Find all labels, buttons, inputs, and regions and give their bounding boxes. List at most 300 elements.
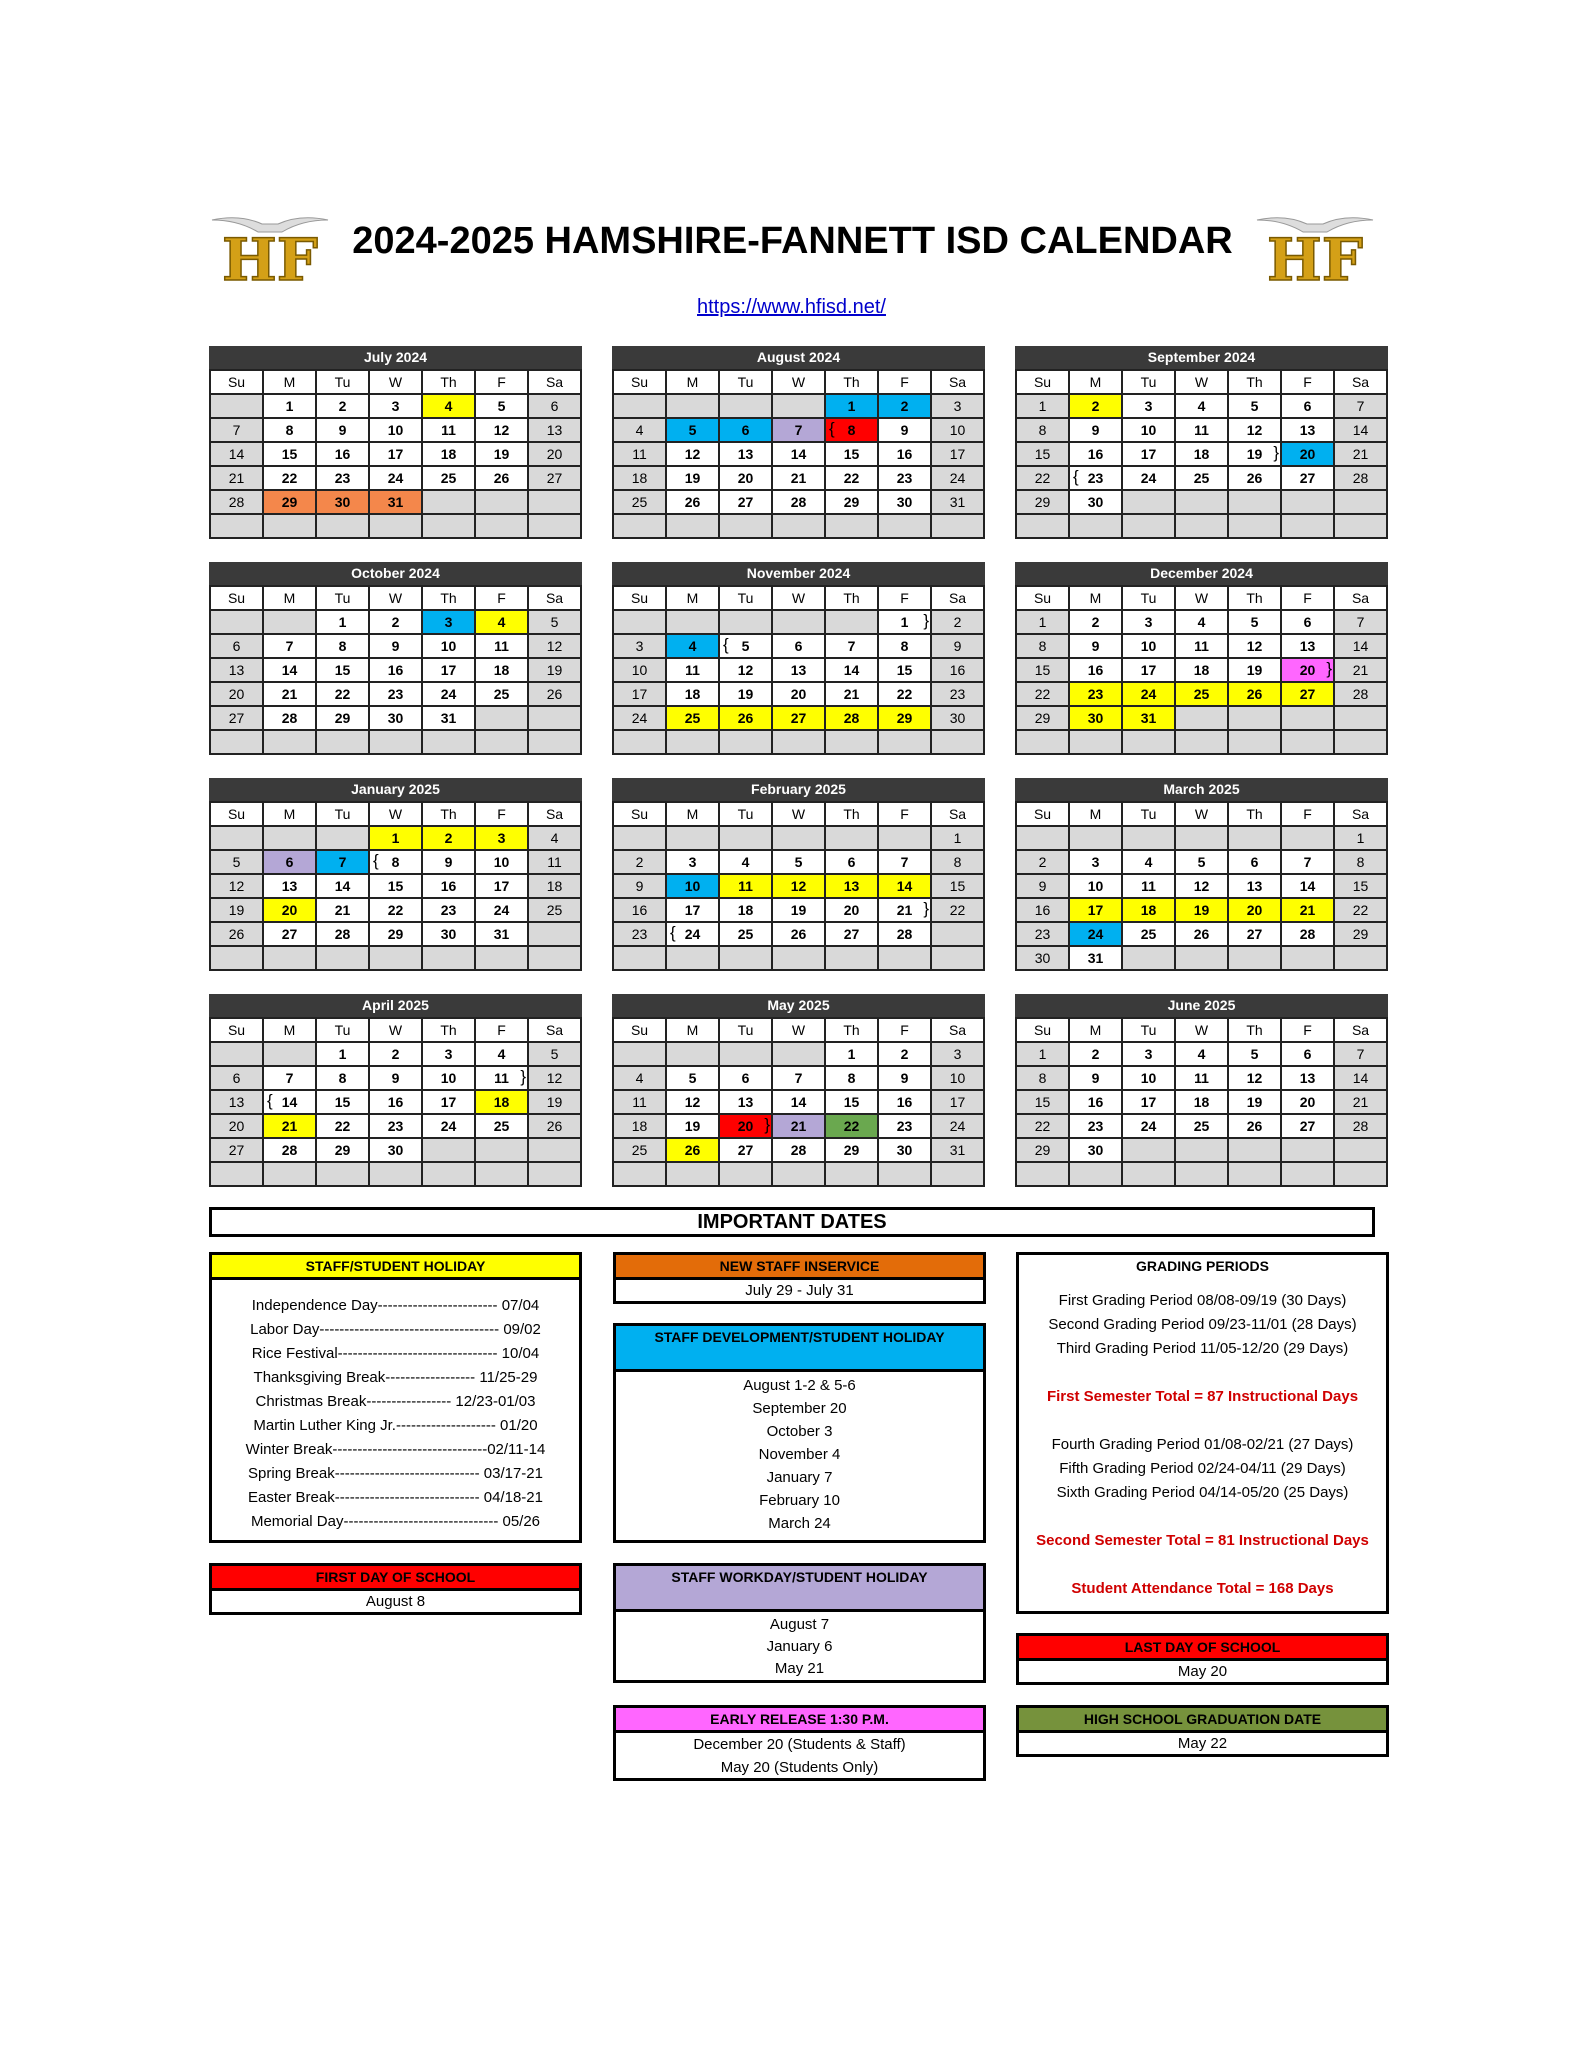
staff-student-holiday-label: STAFF/STUDENT HOLIDAY [212, 1255, 579, 1280]
calendar-day: 15 [932, 875, 985, 899]
calendar-day: 11 [529, 851, 582, 875]
calendar-day: 29 [879, 707, 932, 731]
early-release-box [613, 1705, 986, 1781]
calendar-day: 14 [773, 443, 826, 467]
calendar-day: 11 [476, 635, 529, 659]
calendar-day: 26 [667, 491, 720, 515]
calendar-empty-cell [1282, 1163, 1335, 1187]
calendar-day: 31 [476, 923, 529, 947]
calendar-day: 23 [879, 467, 932, 491]
month-title: September 2024 [1015, 346, 1388, 369]
weekday-header: Sa [1335, 1019, 1388, 1043]
calendar-day: 11 [614, 1091, 667, 1115]
calendar-day: { 8 [370, 851, 423, 875]
calendar-day: 11 [667, 659, 720, 683]
new-staff-value: July 29 - July 31 [745, 1282, 854, 1299]
weekday-header: Tu [720, 371, 773, 395]
calendar-day: 18 [423, 443, 476, 467]
staff-development-list [616, 1372, 983, 1535]
calendar-empty-cell [1229, 947, 1282, 971]
calendar-day: 18 [614, 467, 667, 491]
calendar-day: { 23 [1070, 467, 1123, 491]
calendar-empty-cell [773, 731, 826, 755]
calendar-day: 12 [1176, 875, 1229, 899]
calendar-day: 16 [423, 875, 476, 899]
calendar-day: 16 [879, 1091, 932, 1115]
calendar-day: 3 [370, 395, 423, 419]
calendar-day: 16 [932, 659, 985, 683]
calendar-day: 21 [773, 1115, 826, 1139]
calendar-day: 19 [529, 659, 582, 683]
month-title: January 2025 [209, 778, 582, 801]
month-title: April 2025 [209, 994, 582, 1017]
calendar-day: 20 [211, 683, 264, 707]
calendar-day: 6 [529, 395, 582, 419]
calendar-day: 3 [614, 635, 667, 659]
weekday-header: Th [1229, 371, 1282, 395]
calendar-day: 24 [1123, 683, 1176, 707]
calendar-empty-cell [423, 947, 476, 971]
calendar-day: 19 [773, 899, 826, 923]
first-day-label: FIRST DAY OF SCHOOL [212, 1566, 579, 1591]
calendar-day: 7 [317, 851, 370, 875]
weekday-header: Tu [317, 803, 370, 827]
svg-text:HF: HF [222, 226, 318, 285]
calendar-day: 11 [614, 443, 667, 467]
calendar-day: 26 [667, 1139, 720, 1163]
calendar-empty-cell [773, 395, 826, 419]
calendar-day: 9 [1070, 635, 1123, 659]
month-calendar [209, 994, 582, 1187]
calendar-day: 20 [1282, 443, 1335, 467]
calendar-empty-cell [529, 1139, 582, 1163]
weekday-header: F [1282, 803, 1335, 827]
calendar-day: { 14 [264, 1091, 317, 1115]
calendar-day: 18 [476, 659, 529, 683]
calendar-day: 22 [1335, 899, 1388, 923]
calendar-day: 5 [476, 395, 529, 419]
calendar-day: 29 [317, 707, 370, 731]
weekday-header: F [879, 803, 932, 827]
calendar-day: 21 [264, 1115, 317, 1139]
calendar-empty-cell [773, 1163, 826, 1187]
weekday-header: W [1176, 371, 1229, 395]
calendar-day: 11 [1123, 875, 1176, 899]
calendar-day: 29 [370, 923, 423, 947]
calendar-day: 1 } [879, 611, 932, 635]
calendar-empty-cell [370, 947, 423, 971]
calendar-day: 29 [826, 491, 879, 515]
weekday-header: Tu [317, 1019, 370, 1043]
calendar-day: 22 [879, 683, 932, 707]
calendar-day: 2 [1070, 395, 1123, 419]
weekday-header: F [1282, 371, 1335, 395]
weekday-header: Su [1017, 587, 1070, 611]
month-calendar [612, 994, 985, 1187]
calendar-day: 3 [1123, 611, 1176, 635]
calendar-day: 17 [1123, 443, 1176, 467]
calendar-day: 11 [1176, 1067, 1229, 1091]
calendar-day: 21 [264, 683, 317, 707]
calendar-empty-cell [317, 515, 370, 539]
calendar-day: 6 [720, 1067, 773, 1091]
calendar-day: 17 [423, 659, 476, 683]
calendar-day: 23 [1070, 1115, 1123, 1139]
calendar-day: 1 [1017, 1043, 1070, 1067]
calendar-day: 21 [826, 683, 879, 707]
header [210, 210, 1375, 285]
calendar-day: 3 [423, 611, 476, 635]
staff-development-date: October 3 [766, 1423, 833, 1440]
calendar-empty-cell [720, 827, 773, 851]
calendar-empty-cell [1070, 827, 1123, 851]
staff-workday-date: May 21 [774, 1660, 825, 1677]
calendar-day: 6 [1229, 851, 1282, 875]
calendar-day: 6 [720, 419, 773, 443]
calendar-empty-cell [529, 923, 582, 947]
calendar-day: 25 [1123, 923, 1176, 947]
weekday-header: Th [423, 371, 476, 395]
calendar-day: 2 [932, 611, 985, 635]
last-day-value: May 20 [1177, 1663, 1228, 1680]
calendar-empty-cell [211, 731, 264, 755]
holiday-item: Independence Day------------------------ 07/04 [251, 1297, 540, 1314]
weekday-header: F [476, 1019, 529, 1043]
calendar-day: 4 [529, 827, 582, 851]
calendar-day: 13 [826, 875, 879, 899]
calendar-day: 22 [370, 899, 423, 923]
calendar-day: 18 [667, 683, 720, 707]
calendar-day: 21 [773, 467, 826, 491]
calendar-empty-cell [720, 1163, 773, 1187]
staff-workday-box [613, 1563, 986, 1683]
calendar-empty-cell [826, 731, 879, 755]
weekday-header: Th [1229, 803, 1282, 827]
calendar-day: 7 [1335, 395, 1388, 419]
weekday-header: Su [614, 1019, 667, 1043]
calendar-day: 28 [264, 1139, 317, 1163]
calendar-day: 25 [1176, 1115, 1229, 1139]
calendar-empty-cell [370, 1163, 423, 1187]
calendar-day: 2 [1070, 611, 1123, 635]
calendar-empty-cell [773, 1043, 826, 1067]
calendar-empty-cell [1123, 491, 1176, 515]
calendar-day: 22 [1017, 1115, 1070, 1139]
calendar-day: 12 [667, 1091, 720, 1115]
calendar-day: 10 [932, 419, 985, 443]
graduation-value: May 22 [1177, 1735, 1228, 1752]
calendar-day: 1 [826, 395, 879, 419]
calendar-day: 16 [370, 1091, 423, 1115]
staff-development-label: STAFF DEVELOPMENT/STUDENT HOLIDAY [616, 1326, 983, 1372]
calendar-day: 9 [879, 419, 932, 443]
calendar-day: 6 [264, 851, 317, 875]
weekday-header: Sa [1335, 803, 1388, 827]
staff-student-holiday-box [209, 1252, 582, 1543]
calendar-day: 23 [879, 1115, 932, 1139]
weekday-header: Th [826, 371, 879, 395]
calendar-empty-cell [317, 947, 370, 971]
weekday-header: Tu [1123, 587, 1176, 611]
month-title: July 2024 [209, 346, 582, 369]
calendar-empty-cell [1070, 515, 1123, 539]
calendar-empty-cell [211, 1163, 264, 1187]
calendar-day: 31 [932, 1139, 985, 1163]
calendar-day: 14 [1335, 1067, 1388, 1091]
calendar-empty-cell [370, 515, 423, 539]
calendar-day: 8 [1335, 851, 1388, 875]
month-calendar [209, 778, 582, 971]
weekday-header: Tu [1123, 803, 1176, 827]
calendar-day: 18 [476, 1091, 529, 1115]
calendar-day: 10 [1123, 635, 1176, 659]
calendar-empty-cell [879, 947, 932, 971]
calendar-day: 27 [1229, 923, 1282, 947]
calendar-day: 17 [370, 443, 423, 467]
calendar-empty-cell [773, 947, 826, 971]
calendar-day: 25 [614, 1139, 667, 1163]
early-release-label: EARLY RELEASE 1:30 P.M. [616, 1708, 983, 1733]
calendar-day: 17 [1123, 659, 1176, 683]
calendar-day: 25 [614, 491, 667, 515]
weekday-header: Th [1229, 1019, 1282, 1043]
calendar-empty-cell [932, 1163, 985, 1187]
calendar-empty-cell [773, 827, 826, 851]
calendar-empty-cell [826, 947, 879, 971]
calendar-empty-cell [667, 395, 720, 419]
calendar-day: 10 [667, 875, 720, 899]
calendar-empty-cell [476, 1163, 529, 1187]
weekday-header: F [879, 587, 932, 611]
calendar-day: 9 [370, 635, 423, 659]
calendar-day: 13 [773, 659, 826, 683]
calendar-day: 4 [614, 1067, 667, 1091]
calendar-day: 10 [1123, 1067, 1176, 1091]
calendar-day: 19 [1229, 659, 1282, 683]
calendar-empty-cell [614, 515, 667, 539]
calendar-empty-cell [423, 491, 476, 515]
calendar-day: 12 [720, 659, 773, 683]
calendar-empty-cell [932, 923, 985, 947]
calendar-day: 31 [1070, 947, 1123, 971]
calendar-day: 14 [1335, 419, 1388, 443]
grading-period-2: Second Grading Period 09/23-11/01 (28 Days) [1048, 1316, 1357, 1333]
calendar-day: 21 [1335, 443, 1388, 467]
month-grid [1015, 369, 1388, 539]
calendar-empty-cell [1229, 707, 1282, 731]
calendar-day: 3 [667, 851, 720, 875]
calendar-day: 24 [932, 467, 985, 491]
calendar-empty-cell [1123, 947, 1176, 971]
website-link[interactable]: https://www.hfisd.net/ [697, 296, 886, 318]
weekday-header: Th [423, 803, 476, 827]
important-dates-banner: IMPORTANT DATES [209, 1207, 1375, 1237]
early-release-date: May 20 (Students Only) [720, 1759, 879, 1776]
calendar-day: 17 [614, 683, 667, 707]
calendar-empty-cell [614, 611, 667, 635]
calendar-day: 28 [1335, 683, 1388, 707]
calendar-day: 4 [476, 1043, 529, 1067]
calendar-day: 5 [529, 611, 582, 635]
weekday-header: F [476, 371, 529, 395]
calendar-day: 15 [370, 875, 423, 899]
calendar-day: 7 [1335, 1043, 1388, 1067]
calendar-day: 13 [1282, 1067, 1335, 1091]
first-day-box [209, 1563, 582, 1615]
calendar-day: 20 } [720, 1115, 773, 1139]
calendar-empty-cell [667, 1163, 720, 1187]
calendar-day: 2 [423, 827, 476, 851]
calendar-day: 20 [1229, 899, 1282, 923]
calendar-day: 12 [211, 875, 264, 899]
first-semester-total: First Semester Total = 87 Instructional Days [1046, 1388, 1359, 1405]
calendar-empty-cell [1335, 1163, 1388, 1187]
calendar-day: 17 [476, 875, 529, 899]
calendar-day: 21 [211, 467, 264, 491]
weekday-header: Tu [1123, 371, 1176, 395]
calendar-day: 23 [1070, 683, 1123, 707]
calendar-day: 13 [1282, 635, 1335, 659]
calendar-empty-cell [667, 611, 720, 635]
calendar-day: 4 [476, 611, 529, 635]
calendar-empty-cell [1229, 827, 1282, 851]
calendar-day: 21 } [879, 899, 932, 923]
calendar-day: 1 [264, 395, 317, 419]
calendar-day: 25 [423, 467, 476, 491]
calendar-day: 6 [773, 635, 826, 659]
calendar-day: 4 [423, 395, 476, 419]
calendar-day: 5 [667, 419, 720, 443]
month-grid [209, 585, 582, 755]
calendar-day: 7 [1335, 611, 1388, 635]
calendar-day: 5 [529, 1043, 582, 1067]
weekday-header: Th [1229, 587, 1282, 611]
calendar-day: 20 [211, 1115, 264, 1139]
calendar-day: 5 [1229, 1043, 1282, 1067]
calendar-day: 16 [1070, 659, 1123, 683]
month-calendar [1015, 562, 1388, 755]
calendar-empty-cell [720, 395, 773, 419]
calendar-day: 7 [773, 1067, 826, 1091]
grading-periods-box [1016, 1252, 1389, 1614]
early-release-list [616, 1733, 983, 1779]
weekday-header: M [667, 1019, 720, 1043]
calendar-day: 15 [879, 659, 932, 683]
month-grid [612, 585, 985, 755]
new-staff-label: NEW STAFF INSERVICE [616, 1255, 983, 1280]
month-calendar [612, 346, 985, 539]
calendar-day: 22 [1017, 467, 1070, 491]
calendar-empty-cell [317, 1163, 370, 1187]
month-calendar [209, 346, 582, 539]
weekday-header: Su [211, 371, 264, 395]
calendar-day: 11 [423, 419, 476, 443]
calendar-day: 26 [211, 923, 264, 947]
calendar-empty-cell [476, 1139, 529, 1163]
weekday-header: Th [826, 803, 879, 827]
calendar-empty-cell [1335, 515, 1388, 539]
staff-workday-date: August 7 [769, 1616, 830, 1633]
calendar-day: 26 [1229, 683, 1282, 707]
calendar-empty-cell [529, 707, 582, 731]
calendar-empty-cell [614, 827, 667, 851]
calendar-day: 11 [1176, 635, 1229, 659]
calendar-day: 11 } [476, 1067, 529, 1091]
month-grid [209, 369, 582, 539]
weekday-header: M [1070, 1019, 1123, 1043]
calendar-day: 12 [773, 875, 826, 899]
calendar-day: 25 [720, 923, 773, 947]
calendar-day: 5 [1229, 611, 1282, 635]
calendar-day: 24 [614, 707, 667, 731]
calendar-day: 26 [1229, 467, 1282, 491]
month-grid [612, 801, 985, 971]
calendar-day: 16 [370, 659, 423, 683]
calendar-day: 18 [1123, 899, 1176, 923]
graduation-label: HIGH SCHOOL GRADUATION DATE [1019, 1708, 1386, 1733]
calendar-day: 3 [476, 827, 529, 851]
calendar-day: 30 [370, 707, 423, 731]
holiday-item: Easter Break----------------------------- 04/18-21 [248, 1489, 543, 1506]
calendar-empty-cell [264, 515, 317, 539]
weekday-header: W [773, 803, 826, 827]
calendar-day: 28 [826, 707, 879, 731]
calendar-day: 9 [317, 419, 370, 443]
calendar-empty-cell [476, 947, 529, 971]
calendar-empty-cell [1176, 491, 1229, 515]
calendar-day: 7 [1282, 851, 1335, 875]
calendar-empty-cell [264, 1043, 317, 1067]
staff-workday-label: STAFF WORKDAY/STUDENT HOLIDAY [616, 1566, 983, 1612]
grading-periods-list [1019, 1277, 1386, 1601]
calendar-empty-cell [720, 611, 773, 635]
calendar-day: 7 [211, 419, 264, 443]
calendar-empty-cell [529, 947, 582, 971]
calendar-empty-cell [879, 827, 932, 851]
calendar-day: { 24 [667, 923, 720, 947]
weekday-header: Sa [529, 1019, 582, 1043]
calendar-day: 7 [826, 635, 879, 659]
calendar-empty-cell [1282, 731, 1335, 755]
calendar-day: 30 [879, 491, 932, 515]
calendar-day: 22 [264, 467, 317, 491]
weekday-header: Sa [932, 803, 985, 827]
calendar-day: 19 [529, 1091, 582, 1115]
calendar-day: 2 [370, 1043, 423, 1067]
calendar-day: 25 [476, 683, 529, 707]
calendar-day: 29 [1017, 707, 1070, 731]
calendar-empty-cell [1229, 1139, 1282, 1163]
calendar-day: 8 [264, 419, 317, 443]
calendar-day: 1 [317, 611, 370, 635]
calendar-day: 6 [211, 1067, 264, 1091]
calendar-empty-cell [1123, 1139, 1176, 1163]
calendar-empty-cell [1282, 515, 1335, 539]
calendar-empty-cell [423, 515, 476, 539]
calendar-empty-cell [720, 947, 773, 971]
calendar-day: 5 [211, 851, 264, 875]
weekday-header: Sa [529, 371, 582, 395]
month-grid [612, 369, 985, 539]
month-grid [209, 1017, 582, 1187]
calendar-empty-cell [1176, 707, 1229, 731]
calendar-day: 23 [317, 467, 370, 491]
weekday-header: F [1282, 1019, 1335, 1043]
calendar-day: 17 [932, 1091, 985, 1115]
calendar-day: { 5 [720, 635, 773, 659]
calendar-day: 15 [317, 659, 370, 683]
calendar-day: 4 [614, 419, 667, 443]
